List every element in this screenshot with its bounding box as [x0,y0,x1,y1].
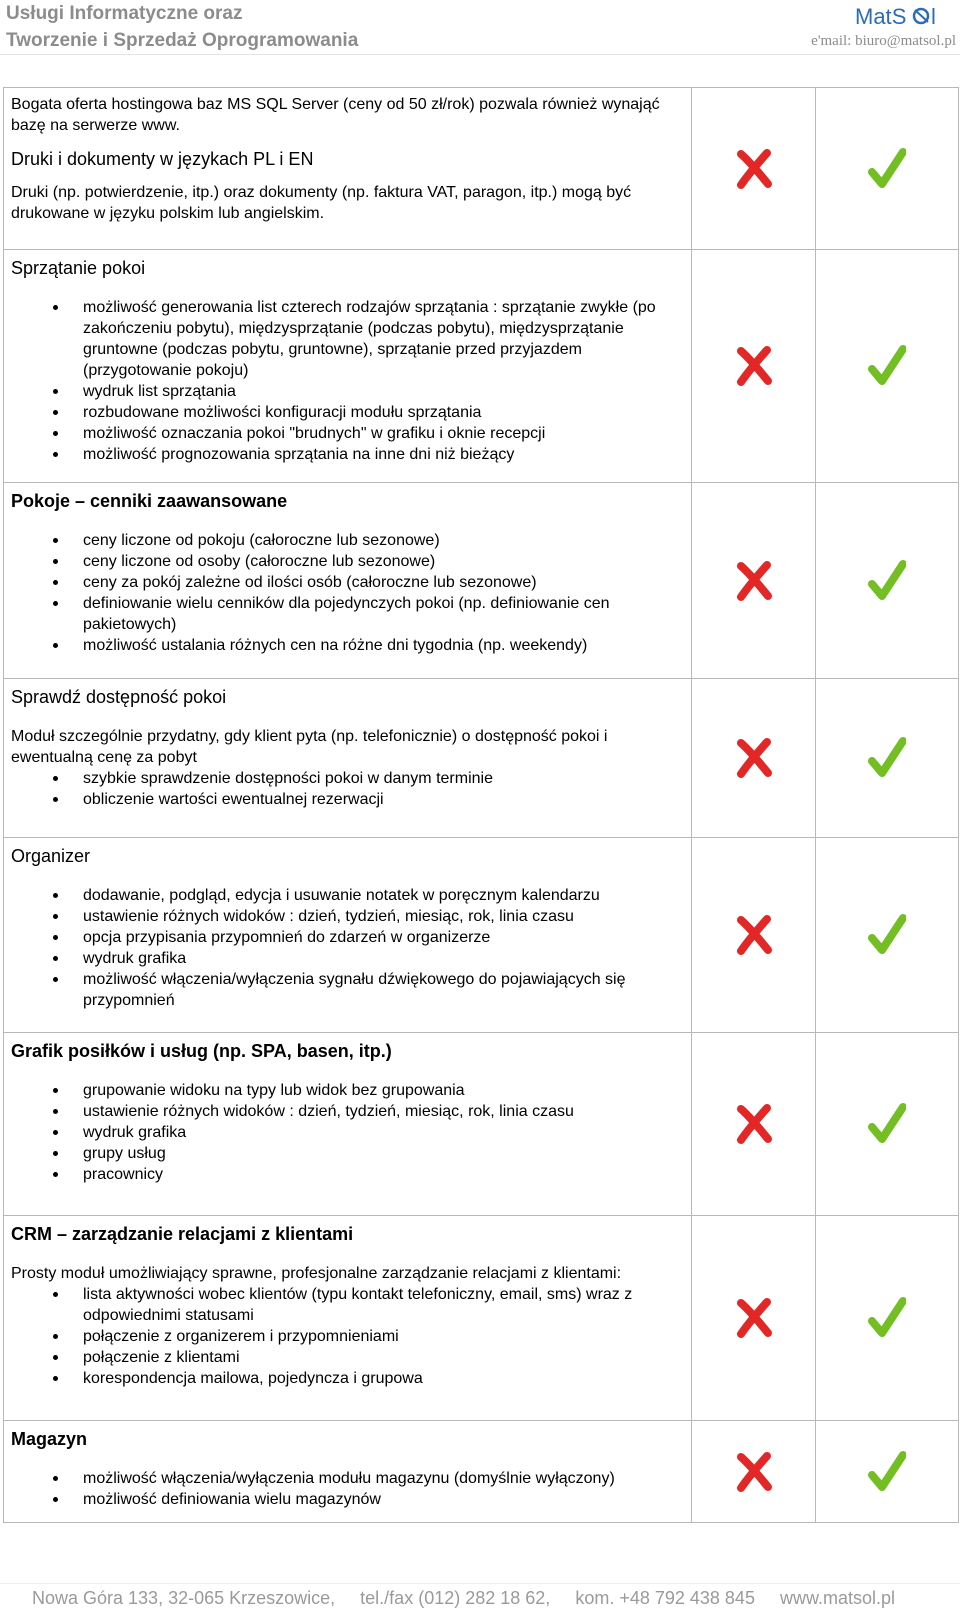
check-icon [868,737,906,779]
full-version-cell [816,838,959,1033]
full-version-cell [816,1216,959,1421]
feature-cell [4,483,692,679]
cross-icon [735,1297,773,1339]
list-item: możliwość ustalania różnych cen na różne dni tygodnia (np. weekendy) [11,635,685,656]
row-title: Grafik posiłków i usług (np. SPA, basen, itp.) [11,1041,392,1061]
basic-version-cell [692,483,816,679]
footer-address: Nowa Góra 133, 32-065 Krzeszowice, [32,1588,336,1608]
list-item: ceny liczone od pokoju (całoroczne lub sezonowe) [11,530,685,551]
row-title: CRM – zarządzanie relacjami z klientami [11,1224,354,1244]
page-footer [32,1588,895,1609]
list-item: możliwość generowania list czterech rodzajów sprzątania : sprzątanie zwykłe (po zakończeniu pobytu), międzysprzątanie (podczas pobytu), międzysprzątanie gruntowne (podczas pobytu, gruntowne), sprzątanie przed przyjazdem (przygotowanie pokoju) [11,297,685,381]
list-item: opcja przypisania przypomnień do zdarzeń w organizerze [11,927,685,948]
check-icon [868,560,906,602]
logo-text-b: S [891,4,907,29]
feature-table [3,87,959,1523]
cross-icon [735,148,773,190]
list-item: definiowanie wielu cenników dla pojedynczych pokoi (np. definiowanie cen pakietowych) [11,593,685,635]
basic-version-cell [692,88,816,250]
feature-list [11,1284,685,1389]
logo-text-c: l [931,4,936,29]
table-row [4,250,959,483]
list-item: ustawienie różnych widoków : dzień, tydzień, miesiąc, rok, linia czasu [11,1101,685,1122]
feature-list [11,530,685,656]
matsol-logo [855,0,951,34]
cross-icon [735,560,773,602]
basic-version-cell [692,1421,816,1523]
footer-divider [0,1583,960,1584]
full-version-cell [816,679,959,838]
header-divider [0,54,960,55]
basic-version-cell [692,679,816,838]
header-email: e'mail: biuro@matsol.pl [811,33,956,49]
cross-icon [735,737,773,779]
check-icon [868,345,906,387]
list-item: wydruk list sprzątania [11,381,685,402]
list-item: szybkie sprawdzenie dostępności pokoi w danym terminie [11,768,685,789]
cross-icon [735,345,773,387]
row-text: Moduł szczególnie przydatny, gdy klient pyta (np. telefonicznie) o dostępność pokoi i ewentualną cenę za pobyt [11,728,608,766]
footer-mobile: kom. +48 792 438 845 [575,1588,755,1608]
table-row [4,838,959,1033]
list-item: obliczenie wartości ewentualnej rezerwacji [11,789,685,810]
basic-version-cell [692,1033,816,1216]
footer-website[interactable]: www.matsol.pl [779,1588,895,1608]
page-header [0,0,960,56]
table-row [4,679,959,838]
list-item: możliwość włączenia/wyłączenia sygnału dźwiękowego do pojawiających się przypomnień [11,969,685,1011]
list-item: ustawienie różnych widoków : dzień, tydzień, miesiąc, rok, linia czasu [11,906,685,927]
check-icon [868,1451,906,1493]
list-item: połączenie z klientami [11,1347,685,1368]
cross-icon [735,1451,773,1493]
list-item: możliwość definiowania wielu magazynów [11,1489,685,1510]
table-row [4,88,959,250]
list-item: wydruk grafika [11,948,685,969]
full-version-cell [816,483,959,679]
check-icon [868,1297,906,1339]
feature-list [11,297,685,465]
company-name-line2: Tworzenie i Sprzedaż Oprogramowania [6,30,359,51]
list-item: dodawanie, podgląd, edycja i usuwanie notatek w poręcznym kalendarzu [11,885,685,906]
feature-list [11,1468,685,1510]
check-icon [868,914,906,956]
row-title: Sprzątanie pokoi [11,258,146,278]
row-text: Druki (np. potwierdzenie, itp.) oraz dokumenty (np. faktura VAT, paragon, itp.) mogą być drukowane w języku polskim lub angielskim. [11,184,632,222]
full-version-cell [816,250,959,483]
cross-icon [735,914,773,956]
cross-icon [735,1103,773,1145]
feature-cell [4,1033,692,1216]
feature-cell [4,88,692,250]
feature-cell [4,838,692,1033]
basic-version-cell [692,1216,816,1421]
list-item: połączenie z organizerem i przypomnieniami [11,1326,685,1347]
row-title: Druki i dokumenty w językach PL i EN [11,149,314,169]
table-row [4,1421,959,1523]
full-version-cell [816,1033,959,1216]
list-item: możliwość oznaczania pokoi "brudnych" w grafiku i oknie recepcji [11,423,685,444]
feature-cell [4,1216,692,1421]
row-intro-text: Bogata oferta hostingowa baz MS SQL Server (ceny od 50 zł/rok) pozwala również wynająć bazę na serwerze www. [11,96,660,134]
feature-list [11,885,685,1011]
table-row [4,483,959,679]
basic-version-cell [692,250,816,483]
feature-cell [4,679,692,838]
list-item: możliwość prognozowania sprzątania na inne dni niż bieżący [11,444,685,465]
list-item: rozbudowane możliwości konfiguracji modułu sprzątania [11,402,685,423]
table-row [4,1033,959,1216]
company-name [6,0,358,54]
logo-text-a: Mat [855,4,892,29]
svg-text:MatS [855,4,906,29]
list-item: możliwość włączenia/wyłączenia modułu magazynu (domyślnie wyłączony) [11,1468,685,1489]
list-item: grupowanie widoku na typy lub widok bez grupowania [11,1080,685,1101]
basic-version-cell [692,838,816,1033]
row-title: Organizer [11,846,91,866]
list-item: ceny za pokój zależne od ilości osób (całoroczne lub sezonowe) [11,572,685,593]
row-title: Magazyn [11,1429,88,1449]
footer-phone: tel./fax (012) 282 18 62, [360,1588,551,1608]
full-version-cell [816,88,959,250]
feature-cell [4,1421,692,1523]
list-item: grupy usług [11,1143,685,1164]
feature-cell [4,250,692,483]
table-row [4,1216,959,1421]
row-title: Pokoje – cenniki zaawansowane [11,491,288,511]
list-item: wydruk grafika [11,1122,685,1143]
check-icon [868,148,906,190]
list-item: korespondencja mailowa, pojedyncza i grupowa [11,1368,685,1389]
row-title: Sprawdź dostępność pokoi [11,687,227,707]
feature-list [11,1080,685,1185]
list-item: lista aktywności wobec klientów (typu kontakt telefoniczny, email, sms) wraz z odpowiednimi statusami [11,1284,685,1326]
list-item: ceny liczone od osoby (całoroczne lub sezonowe) [11,551,685,572]
full-version-cell [816,1421,959,1523]
row-text: Prosty moduł umożliwiający sprawne, profesjonalne zarządzanie relacjami z klientami: [11,1265,622,1282]
company-name-line1: Usługi Informatyczne oraz [6,3,243,24]
check-icon [868,1103,906,1145]
list-item: pracownicy [11,1164,685,1185]
feature-list [11,768,685,810]
